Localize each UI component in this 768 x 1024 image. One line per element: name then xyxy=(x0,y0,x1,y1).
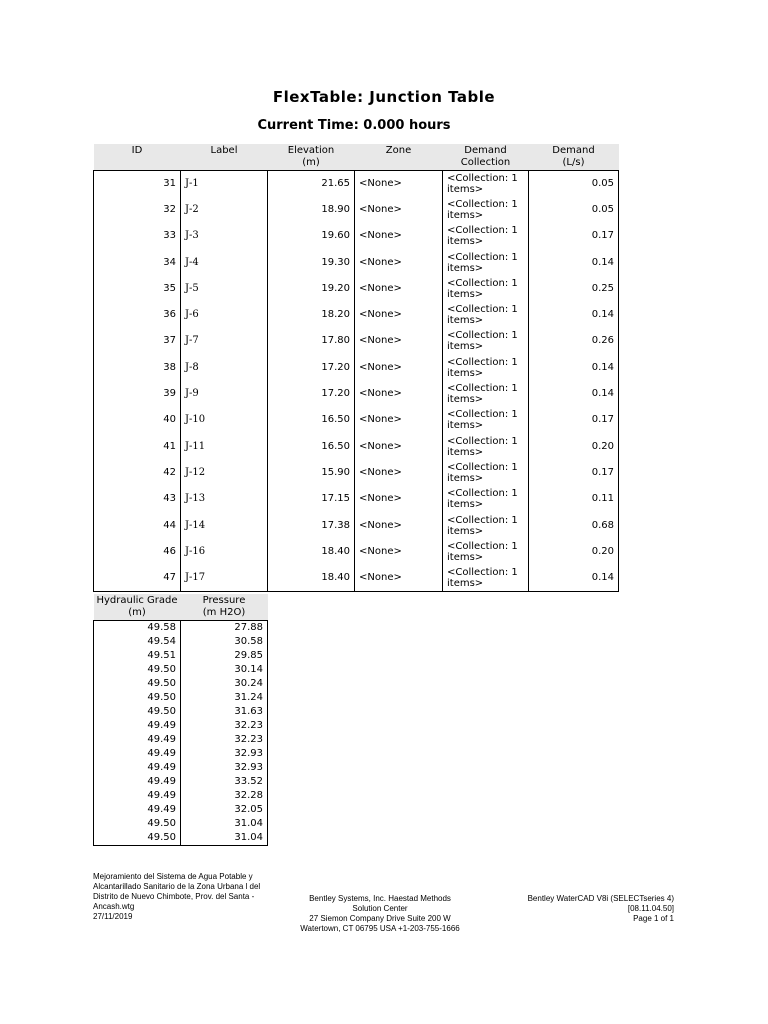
cell-demand-collection xyxy=(443,249,529,275)
cell-demand-collection xyxy=(443,512,529,538)
footer-line: Bentley WaterCAD V8i (SELECTseries 4) xyxy=(527,894,674,903)
cell-elev: 17.20 xyxy=(268,355,355,381)
collection-line: <Collection: 1 xyxy=(447,172,518,184)
table-row xyxy=(94,761,268,775)
collection-line: <Collection: 1 xyxy=(447,277,518,289)
table-row xyxy=(94,733,268,747)
current-time: Current Time: 0.000 hours xyxy=(257,118,451,133)
footer-project xyxy=(93,872,260,922)
collection-line: <Collection: 1 xyxy=(447,488,518,500)
cell-demand-collection xyxy=(443,460,529,486)
cell-pressure: 32.23 xyxy=(181,719,268,733)
cell-elev: 19.30 xyxy=(268,249,355,275)
cell-elev: 19.20 xyxy=(268,276,355,302)
cell-zone: <None> xyxy=(355,223,443,249)
cell-label: J-8 xyxy=(181,355,268,381)
cell-id: 47 xyxy=(163,571,176,583)
cell-hydraulic-grade: 49.49 xyxy=(147,762,176,773)
table-row xyxy=(94,719,268,733)
cell-hydraulic-grade: 49.51 xyxy=(147,650,176,661)
cell-pressure: 32.05 xyxy=(181,803,268,817)
column-header: Zone xyxy=(355,144,443,171)
cell-elev: 17.38 xyxy=(268,512,355,538)
cell-label: J-2 xyxy=(181,197,268,223)
page-title: FlexTable: Junction Table xyxy=(272,88,496,106)
cell-hydraulic-grade: 49.49 xyxy=(147,776,176,787)
cell-zone: <None> xyxy=(355,276,443,302)
cell-elev: 16.50 xyxy=(268,433,355,459)
cell-demand-collection xyxy=(443,171,529,197)
cell-hydraulic-grade: 49.49 xyxy=(147,734,176,745)
collection-line: <Collection: 1 xyxy=(447,514,518,526)
cell-demand: 0.14 xyxy=(529,302,619,328)
cell-id: 44 xyxy=(163,519,176,531)
cell-id: 35 xyxy=(163,282,176,294)
table-row xyxy=(94,328,619,354)
cell-id: 32 xyxy=(163,203,176,215)
cell-elev: 18.40 xyxy=(268,565,355,591)
table-row xyxy=(94,775,268,789)
table-row xyxy=(94,355,619,381)
cell-demand-collection xyxy=(443,433,529,459)
cell-id: 37 xyxy=(163,335,176,347)
cell-elev: 17.20 xyxy=(268,381,355,407)
cell-demand: 0.26 xyxy=(529,328,619,354)
collection-line: <Collection: 1 xyxy=(447,251,518,263)
collection-line: items> xyxy=(447,262,484,274)
table-row xyxy=(94,171,619,197)
cell-hydraulic-grade: 49.54 xyxy=(147,636,176,647)
cell-zone: <None> xyxy=(355,460,443,486)
cell-zone: <None> xyxy=(355,171,443,197)
table-row xyxy=(94,512,619,538)
table-row xyxy=(94,302,619,328)
cell-zone: <None> xyxy=(355,407,443,433)
collection-line: <Collection: 1 xyxy=(447,383,518,395)
cell-demand-collection xyxy=(443,276,529,302)
cell-label: J-13 xyxy=(181,486,268,512)
collection-line: <Collection: 1 xyxy=(447,461,518,473)
cell-label: J-12 xyxy=(181,460,268,486)
cell-id: 46 xyxy=(163,545,176,557)
cell-zone: <None> xyxy=(355,486,443,512)
cell-id: 42 xyxy=(163,466,176,478)
footer-line: Page 1 of 1 xyxy=(633,914,674,923)
cell-zone: <None> xyxy=(355,328,443,354)
cell-hydraulic-grade: 49.50 xyxy=(147,818,176,829)
cell-demand-collection xyxy=(443,539,529,565)
cell-hydraulic-grade: 49.49 xyxy=(147,748,176,759)
collection-line: <Collection: 1 xyxy=(447,198,518,210)
collection-line: items> xyxy=(447,341,484,353)
cell-label: J-10 xyxy=(181,407,268,433)
cell-elev: 17.15 xyxy=(268,486,355,512)
table-header-row xyxy=(94,594,268,621)
cell-demand: 0.14 xyxy=(529,249,619,275)
collection-line: items> xyxy=(447,394,484,406)
table-row xyxy=(94,249,619,275)
cell-demand-collection xyxy=(443,197,529,223)
cell-hydraulic-grade: 49.50 xyxy=(147,706,176,717)
column-header: Demand Collection xyxy=(443,144,529,171)
cell-label: J-14 xyxy=(181,512,268,538)
cell-demand-collection xyxy=(443,355,529,381)
cell-demand: 0.05 xyxy=(529,197,619,223)
cell-id: 40 xyxy=(163,414,176,426)
cell-elev: 19.60 xyxy=(268,223,355,249)
cell-demand: 0.11 xyxy=(529,486,619,512)
cell-pressure: 30.14 xyxy=(181,663,268,677)
results-table xyxy=(93,594,268,846)
cell-pressure: 30.58 xyxy=(181,635,268,649)
footer-line: Distrito de Nuevo Chimbote, Prov. del Santa - xyxy=(93,892,255,901)
table-row xyxy=(94,621,268,636)
cell-label: J-3 xyxy=(181,223,268,249)
cell-zone: <None> xyxy=(355,565,443,591)
junction-table xyxy=(93,144,619,592)
cell-zone: <None> xyxy=(355,302,443,328)
collection-line: items> xyxy=(447,551,484,563)
footer-line: Bentley Systems, Inc. Haestad Methods xyxy=(309,894,451,903)
collection-line: items> xyxy=(447,315,484,327)
table-row xyxy=(94,565,619,591)
collection-line: items> xyxy=(447,209,484,221)
collection-line: items> xyxy=(447,446,484,458)
footer-line: [08.11.04.50] xyxy=(627,904,674,913)
cell-hydraulic-grade: 49.49 xyxy=(147,804,176,815)
table-row xyxy=(94,381,619,407)
cell-demand-collection xyxy=(443,381,529,407)
table-row xyxy=(94,197,619,223)
cell-pressure: 31.24 xyxy=(181,691,268,705)
footer-software xyxy=(528,894,674,924)
cell-demand: 0.17 xyxy=(529,223,619,249)
cell-zone: <None> xyxy=(355,539,443,565)
cell-hydraulic-grade: 49.50 xyxy=(147,832,176,843)
cell-zone: <None> xyxy=(355,433,443,459)
collection-line: items> xyxy=(447,236,484,248)
collection-line: <Collection: 1 xyxy=(447,540,518,552)
cell-pressure: 31.04 xyxy=(181,831,268,846)
cell-demand: 0.25 xyxy=(529,276,619,302)
collection-line: items> xyxy=(447,288,484,300)
table-row xyxy=(94,649,268,663)
cell-label: J-16 xyxy=(181,539,268,565)
cell-zone: <None> xyxy=(355,197,443,223)
cell-hydraulic-grade: 49.49 xyxy=(147,790,176,801)
collection-line: items> xyxy=(447,525,484,537)
collection-line: items> xyxy=(447,420,484,432)
collection-line: <Collection: 1 xyxy=(447,225,518,237)
table-row xyxy=(94,433,619,459)
cell-elev: 16.50 xyxy=(268,407,355,433)
table-row xyxy=(94,635,268,649)
cell-label: J-17 xyxy=(181,565,268,591)
cell-id: 41 xyxy=(163,440,176,452)
cell-label: J-5 xyxy=(181,276,268,302)
cell-label: J-4 xyxy=(181,249,268,275)
cell-zone: <None> xyxy=(355,249,443,275)
column-header: Pressure (m H2O) xyxy=(181,594,268,621)
cell-elev: 15.90 xyxy=(268,460,355,486)
cell-pressure: 30.24 xyxy=(181,677,268,691)
table-row xyxy=(94,407,619,433)
cell-demand-collection xyxy=(443,302,529,328)
cell-label: J-1 xyxy=(181,171,268,197)
cell-demand: 0.14 xyxy=(529,381,619,407)
cell-pressure: 32.23 xyxy=(181,733,268,747)
cell-pressure: 27.88 xyxy=(181,621,268,636)
cell-demand: 0.17 xyxy=(529,407,619,433)
cell-pressure: 32.28 xyxy=(181,789,268,803)
cell-zone: <None> xyxy=(355,381,443,407)
footer-line: 27 Siemon Company Drive Suite 200 W xyxy=(309,914,451,923)
footer-line: Watertown, CT 06795 USA +1-203-755-1666 xyxy=(300,924,460,933)
table-row xyxy=(94,817,268,831)
collection-line: <Collection: 1 xyxy=(447,330,518,342)
cell-demand: 0.17 xyxy=(529,460,619,486)
cell-demand-collection xyxy=(443,328,529,354)
cell-elev: 17.80 xyxy=(268,328,355,354)
cell-label: J-9 xyxy=(181,381,268,407)
footer-line: Solution Center xyxy=(352,904,408,913)
column-header: Label xyxy=(181,144,268,171)
cell-id: 33 xyxy=(163,230,176,242)
footer-line: Ancash.wtg xyxy=(93,902,135,911)
table-row xyxy=(94,460,619,486)
table-row xyxy=(94,276,619,302)
table-row xyxy=(94,705,268,719)
cell-demand: 0.14 xyxy=(529,355,619,381)
cell-pressure: 29.85 xyxy=(181,649,268,663)
collection-line: <Collection: 1 xyxy=(447,409,518,421)
collection-line: items> xyxy=(447,367,484,379)
collection-line: items> xyxy=(447,183,484,195)
table-row xyxy=(94,691,268,705)
cell-demand: 0.14 xyxy=(529,565,619,591)
cell-zone: <None> xyxy=(355,512,443,538)
table-row xyxy=(94,677,268,691)
table-row xyxy=(94,831,268,846)
cell-pressure: 33.52 xyxy=(181,775,268,789)
cell-zone: <None> xyxy=(355,355,443,381)
cell-hydraulic-grade: 49.58 xyxy=(147,622,176,633)
cell-hydraulic-grade: 49.50 xyxy=(147,664,176,675)
cell-demand: 0.20 xyxy=(529,539,619,565)
column-header: Elevation (m) xyxy=(268,144,355,171)
cell-elev: 18.20 xyxy=(268,302,355,328)
cell-pressure: 31.04 xyxy=(181,817,268,831)
table-row xyxy=(94,803,268,817)
cell-hydraulic-grade: 49.50 xyxy=(147,692,176,703)
table-row xyxy=(94,223,619,249)
footer-line: Mejoramiento del Sistema de Agua Potable y xyxy=(93,872,253,881)
cell-pressure: 31.63 xyxy=(181,705,268,719)
cell-demand-collection xyxy=(443,565,529,591)
cell-hydraulic-grade: 49.50 xyxy=(147,678,176,689)
cell-pressure: 32.93 xyxy=(181,747,268,761)
cell-elev: 21.65 xyxy=(268,171,355,197)
cell-demand: 0.68 xyxy=(529,512,619,538)
table-header-row xyxy=(94,144,619,171)
cell-demand: 0.05 xyxy=(529,171,619,197)
column-header: Hydraulic Grade (m) xyxy=(94,594,181,621)
cell-label: J-6 xyxy=(181,302,268,328)
cell-demand: 0.20 xyxy=(529,433,619,459)
collection-line: <Collection: 1 xyxy=(447,356,518,368)
column-header: ID xyxy=(94,144,181,171)
cell-demand-collection xyxy=(443,223,529,249)
cell-id: 38 xyxy=(163,361,176,373)
footer-line: 27/11/2019 xyxy=(93,912,133,921)
cell-id: 43 xyxy=(163,493,176,505)
collection-line: items> xyxy=(447,472,484,484)
table-row xyxy=(94,789,268,803)
cell-pressure: 32.93 xyxy=(181,761,268,775)
collection-line: items> xyxy=(447,577,484,589)
table-row xyxy=(94,486,619,512)
cell-id: 34 xyxy=(163,256,176,268)
cell-id: 31 xyxy=(163,177,176,189)
cell-demand-collection xyxy=(443,407,529,433)
cell-demand-collection xyxy=(443,486,529,512)
collection-line: items> xyxy=(447,499,484,511)
table-row xyxy=(94,539,619,565)
table-row xyxy=(94,747,268,761)
cell-id: 36 xyxy=(163,309,176,321)
cell-id: 39 xyxy=(163,388,176,400)
footer-line: Alcantarillado Sanitario de la Zona Urbana l del xyxy=(93,882,261,891)
column-header: Demand (L/s) xyxy=(529,144,619,171)
cell-label: J-11 xyxy=(181,433,268,459)
collection-line: <Collection: 1 xyxy=(447,435,518,447)
cell-elev: 18.40 xyxy=(268,539,355,565)
cell-elev: 18.90 xyxy=(268,197,355,223)
collection-line: <Collection: 1 xyxy=(447,566,518,578)
collection-line: <Collection: 1 xyxy=(447,304,518,316)
footer-company xyxy=(270,894,490,934)
table-row xyxy=(94,663,268,677)
cell-hydraulic-grade: 49.49 xyxy=(147,720,176,731)
cell-label: J-7 xyxy=(181,328,268,354)
